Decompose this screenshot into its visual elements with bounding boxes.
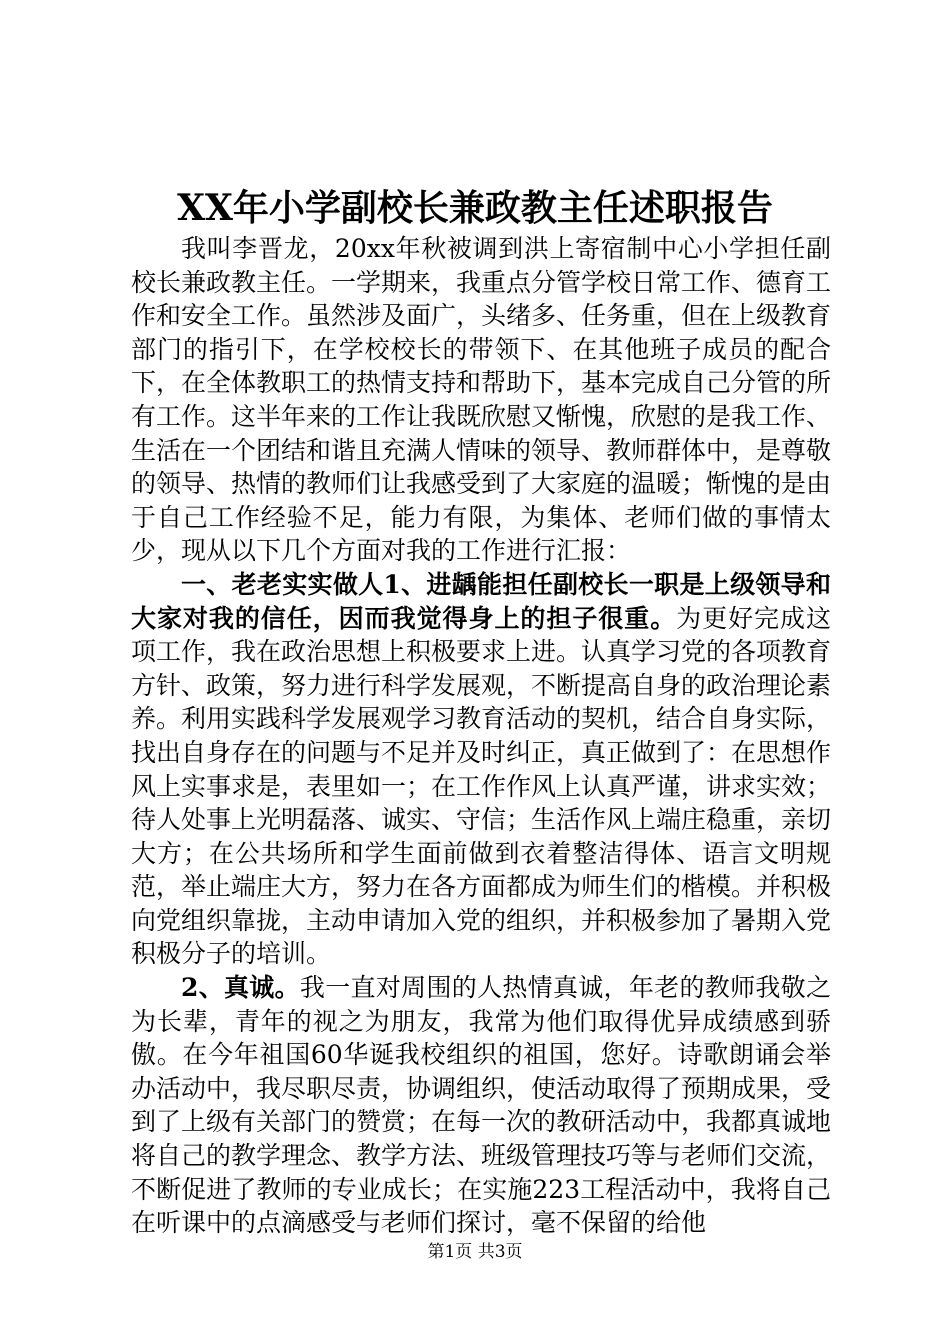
document-body bbox=[131, 232, 831, 1240]
paragraph-section-2 bbox=[131, 971, 831, 1240]
paragraph-text: 我一直对周围的人热情真诚，年老的教师我敬之为长辈，青年的视之为朋友，我常为他们取得优异成绩感到骄傲。在今年祖国60华诞我校组织的祖国，您好。诗歌朗诵会举办活动中，我尽职尽责，协调组织，使活动取得了预期成果，受到了上级有关部门的赞赏；在每一次的教研活动中，我都真诚地将自己的教学理念、教学方法、班级管理技巧等与老师们交流，不断促进了教师的专业成长；在实施223工程活动中，我将自己在听课中的点滴感受与老师们探讨，毫不保留的给他 bbox=[131, 973, 832, 1238]
paragraph-text: 我叫李晋龙，20xx年秋被调到洪上寄宿制中心小学担任副校长兼政教主任。一学期来，我重点分管学校日常工作、德育工作和安全工作。虽然涉及面广，头绪多、任务重，但在上级教育部门的指引下，在学校校长的带领下、在其他班子成员的配合下，在全体教职工的热情支持和帮助下，基本完成自己分管的所有工作。这半年来的工作让我既欣慰又惭愧，欣慰的是我工作、生活在一个团结和谐且充满人情味的领导、教师群体中，是尊敬的领导、热情的教师们让我感受到了大家庭的温暖；惭愧的是由于自己工作经验不足，能力有限，为集体、老师们做的事情太少，现从以下几个方面对我的工作进行汇报： bbox=[131, 234, 832, 566]
page-footer: 第1页 共3页 bbox=[427, 1242, 523, 1262]
section-heading: 一、老老实实做人1、进龋能担任副校长一职是上级领导和大家对我的信任，因而我觉得身上的担子很重。 bbox=[131, 569, 831, 633]
document-title: XX年小学副校长兼政教主任述职报告 bbox=[177, 187, 773, 229]
paragraph-text: 为更好完成这项工作，我在政治思想上积极要求上进。认真学习党的各项教育方针、政策，努力进行科学发展观，不断提高自身的政治理论素养。利用实践科学发展观学习教育活动的契机，结合自身实际，找出自身存在的问题与不足并及时纠正，真正做到了：在思想作风上实事求是，表里如一；在工作作风上认真严谨，讲求实效；待人处事上光明磊落、诚实、守信；生活作风上端庄稳重，亲切大方；在公共场所和学生面前做到衣着整洁得体、语言文明规范，举止端庄大方，努力在各方面都成为师生们的楷模。并积极向党组织靠拢，主动申请加入党的组织，并积极参加了暑期入党积极分子的培训。 bbox=[131, 603, 832, 969]
paragraph-intro bbox=[131, 232, 831, 568]
section-heading: 2、真诚。 bbox=[181, 973, 300, 1003]
paragraph-section-1 bbox=[131, 568, 831, 971]
